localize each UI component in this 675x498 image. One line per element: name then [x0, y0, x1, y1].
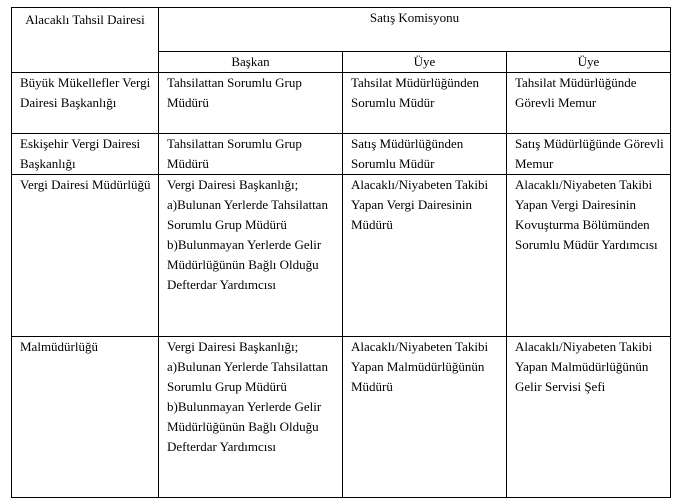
baskan-line: Tahsilattan Sorumlu Grup Müdürü [167, 75, 302, 110]
uye1-cell: Alacaklı/Niyabeten Takibi Yapan Malmüdürlüğünün Müdürü [343, 337, 507, 498]
baskan-cell [159, 134, 343, 175]
table-row [12, 73, 671, 134]
baskan-cell [159, 337, 343, 498]
office-cell: Vergi Dairesi Müdürlüğü [12, 175, 159, 337]
baskan-cell [159, 73, 343, 134]
office-cell: Büyük Mükellefler Vergi Dairesi Başkanlığı [12, 73, 159, 134]
baskan-line: Vergi Dairesi Başkanlığı; [167, 177, 299, 192]
baskan-cell [159, 175, 343, 337]
document-page [11, 7, 671, 498]
header-role-uye-1: Üye [343, 52, 507, 73]
header-office-col: Alacaklı Tahsil Dairesi [12, 8, 159, 73]
baskan-line: a)Bulunan Yerlerde Tahsilattan Sorumlu Grup Müdürü [167, 359, 328, 394]
uye1-cell: Alacaklı/Niyabeten Takibi Yapan Vergi Dairesinin Müdürü [343, 175, 507, 337]
header-row [12, 8, 671, 52]
table-row [12, 175, 671, 337]
baskan-line: b)Bulunmayan Yerlerde Gelir Müdürlüğünün Bağlı Olduğu Defterdar Yardımcısı [167, 399, 322, 454]
uye1-cell: Tahsilat Müdürlüğünden Sorumlu Müdür [343, 73, 507, 134]
office-cell: Malmüdürlüğü [12, 337, 159, 498]
uye2-cell: Alacaklı/Niyabeten Takibi Yapan Vergi Dairesinin Kovuşturma Bölümünden Sorumlu Müdür Yardımcısı [507, 175, 671, 337]
table-row [12, 134, 671, 175]
uye2-cell: Tahsilat Müdürlüğünde Görevli Memur [507, 73, 671, 134]
baskan-line: b)Bulunmayan Yerlerde Gelir Müdürlüğünün Bağlı Olduğu Defterdar Yardımcısı [167, 237, 322, 292]
baskan-line: Tahsilattan Sorumlu Grup Müdürü [167, 136, 302, 171]
baskan-line: a)Bulunan Yerlerde Tahsilattan Sorumlu Grup Müdürü [167, 197, 328, 232]
uye1-cell: Satış Müdürlüğünden Sorumlu Müdür [343, 134, 507, 175]
header-commission: Satış Komisyonu [159, 8, 671, 52]
table-row [12, 337, 671, 498]
commission-table [11, 7, 671, 498]
uye2-cell: Satış Müdürlüğünde Görevli Memur [507, 134, 671, 175]
header-role-baskan: Başkan [159, 52, 343, 73]
office-cell: Eskişehir Vergi Dairesi Başkanlığı [12, 134, 159, 175]
header-role-uye-2: Üye [507, 52, 671, 73]
baskan-line: Vergi Dairesi Başkanlığı; [167, 339, 299, 354]
uye2-cell: Alacaklı/Niyabeten Takibi Yapan Malmüdürlüğünün Gelir Servisi Şefi [507, 337, 671, 498]
